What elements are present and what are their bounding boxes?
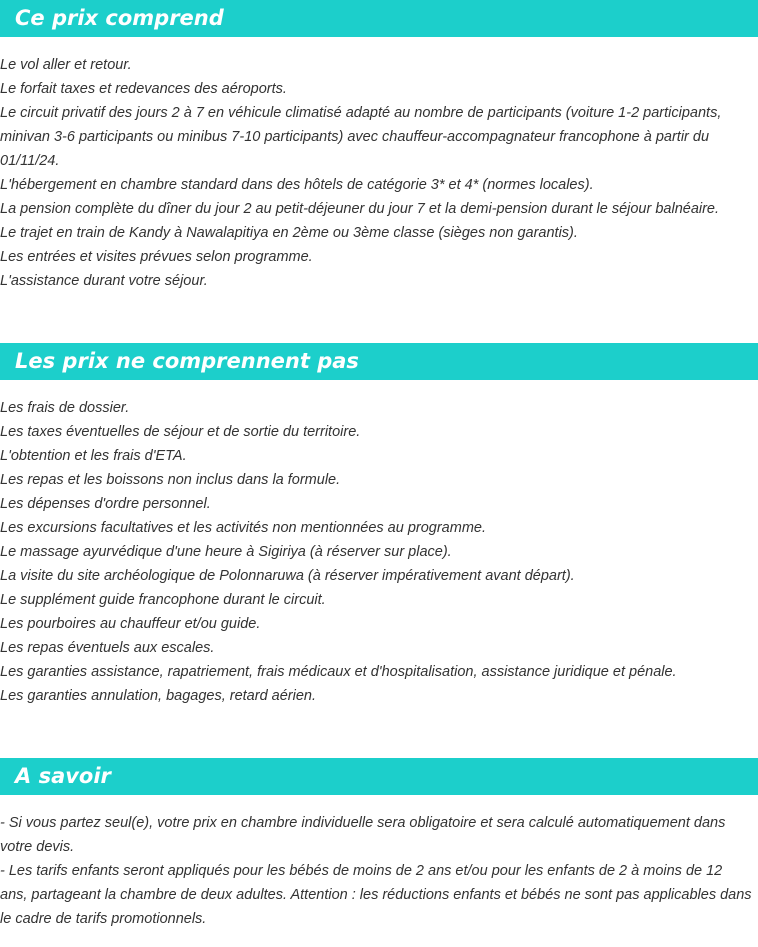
list-item: Le supplément guide francophone durant le circuit. (0, 592, 326, 608)
not-included-list (0, 396, 752, 708)
list-item: Les pourboires au chauffeur et/ou guide. (0, 616, 261, 632)
good-to-know-list (0, 811, 752, 931)
list-item: Les frais de dossier. (0, 400, 130, 416)
section-header-not-included (0, 343, 758, 380)
list-item: Les repas éventuels aux escales. (0, 640, 215, 656)
list-item: Les garanties assistance, rapatriement, frais médicaux et d'hospitalisation, assistance juridique et pénale. (0, 664, 677, 680)
list-item: Le trajet en train de Kandy à Nawalapitiya en 2ème ou 3ème classe (sièges non garantis). (0, 225, 578, 241)
list-item: Les repas et les boissons non inclus dans la formule. (0, 472, 341, 488)
list-item: Le circuit privatif des jours 2 à 7 en véhicule climatisé adapté au nombre de participants (voiture 1-2 participants, minivan 3-6 participants ou minibus 7-10 participants) avec chauffeur-accompagnateur francophone à partir du 01/11/24. (0, 105, 722, 169)
section-title: A savoir (15, 764, 111, 788)
list-item: Les taxes éventuelles de séjour et de sortie du territoire. (0, 424, 361, 440)
list-item: Les garanties annulation, bagages, retard aérien. (0, 688, 316, 704)
section-header-good-to-know (0, 758, 758, 795)
list-item: L'hébergement en chambre standard dans des hôtels de catégorie 3* et 4* (normes locales). (0, 177, 594, 193)
list-item: - Si vous partez seul(e), votre prix en chambre individuelle sera obligatoire et sera calculé automatiquement dans votre devis. (0, 815, 726, 855)
list-item: L'assistance durant votre séjour. (0, 273, 208, 289)
list-item: Les entrées et visites prévues selon programme. (0, 249, 313, 265)
list-item: - Les tarifs enfants seront appliqués pour les bébés de moins de 2 ans et/ou pour les enfants de 2 à moins de 12 ans, partageant la chambre de deux adultes. Attention : les réductions enfants et bébés ne sont pas applicables dans le cadre de tarifs promotionnels. (0, 863, 752, 927)
list-item: Les dépenses d'ordre personnel. (0, 496, 211, 512)
list-item: La pension complète du dîner du jour 2 au petit-déjeuner du jour 7 et la demi-pension durant le séjour balnéaire. (0, 201, 720, 217)
list-item: La visite du site archéologique de Polonnaruwa (à réserver impérativement avant départ). (0, 568, 575, 584)
section-header-included (0, 0, 758, 37)
section-title: Ce prix comprend (15, 6, 224, 30)
list-item: Le massage ayurvédique d'une heure à Sigiriya (à réserver sur place). (0, 544, 452, 560)
included-list (0, 53, 752, 293)
list-item: Le forfait taxes et redevances des aéroports. (0, 81, 287, 97)
list-item: Le vol aller et retour. (0, 57, 132, 73)
section-title: Les prix ne comprennent pas (15, 349, 359, 373)
list-item: L'obtention et les frais d'ETA. (0, 448, 187, 464)
list-item: Les excursions facultatives et les activités non mentionnées au programme. (0, 520, 486, 536)
